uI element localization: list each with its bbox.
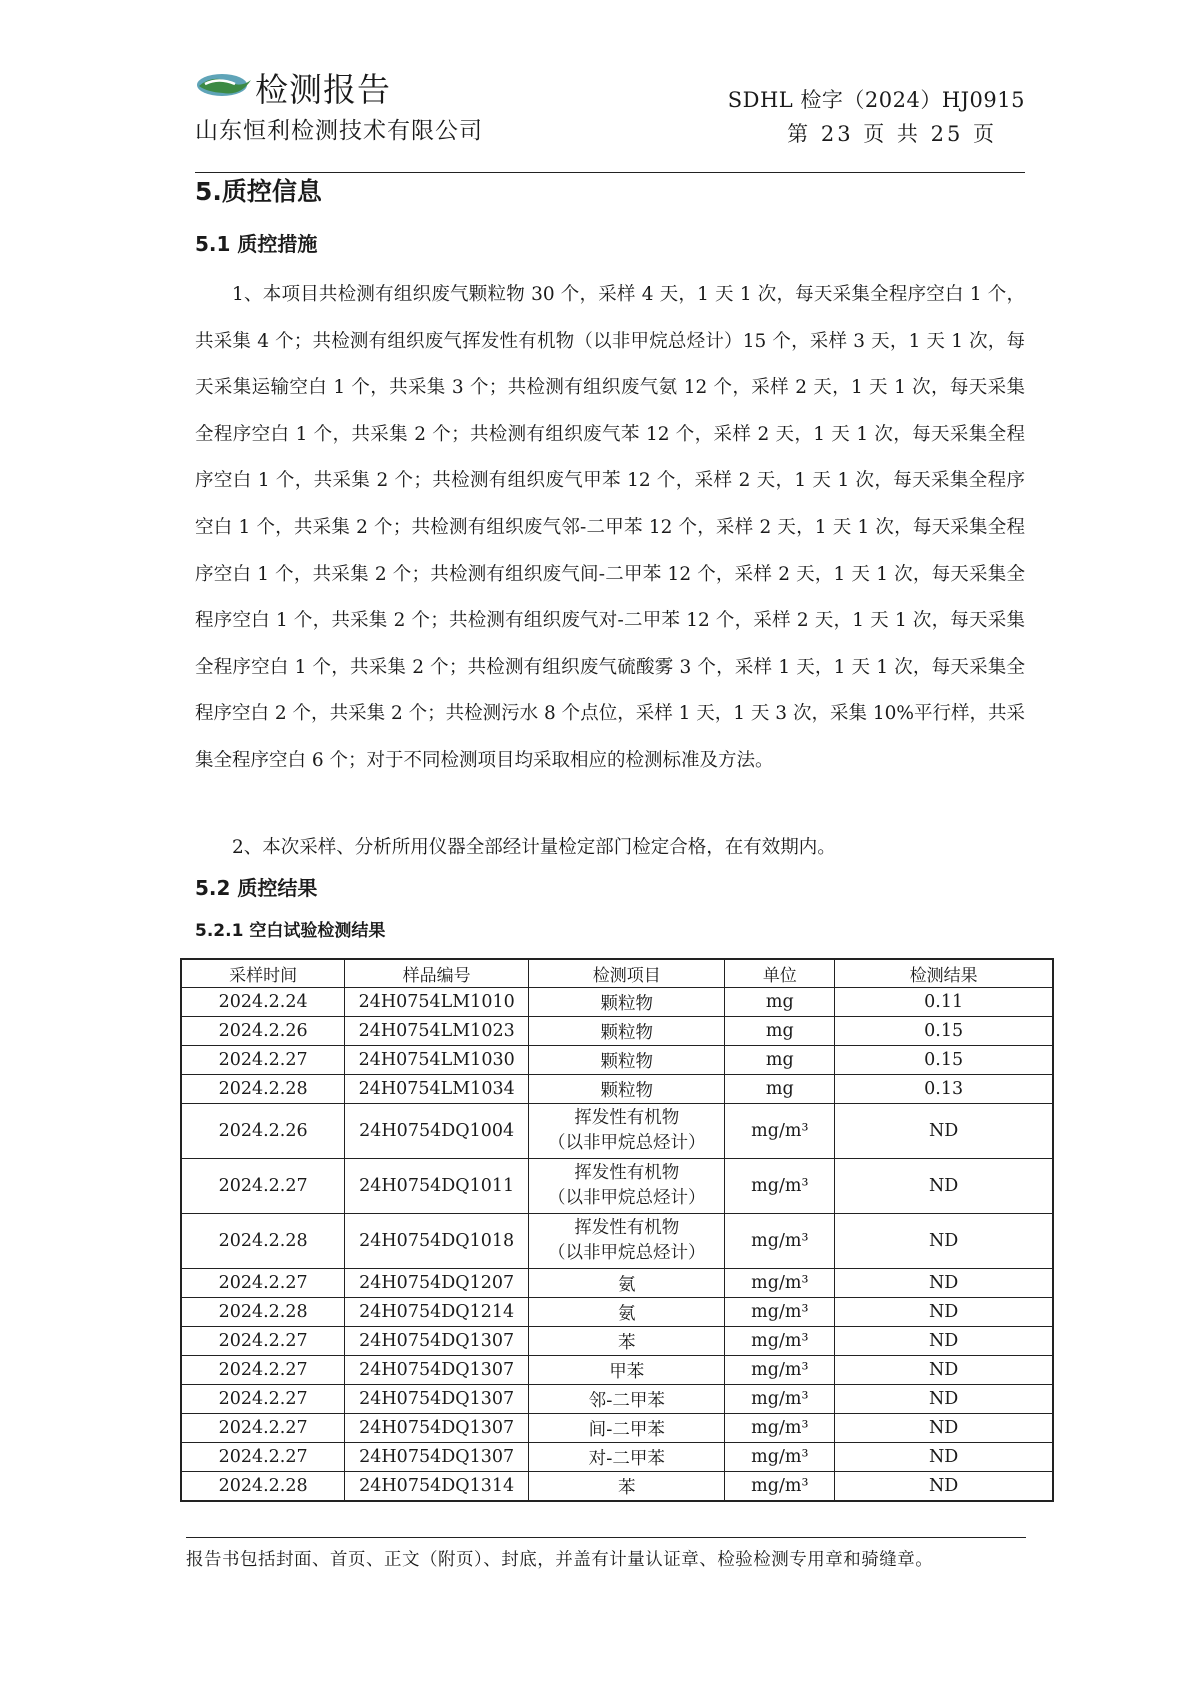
report-title: 检测报告 [255, 70, 391, 109]
cell-unit: mg/m³ [725, 1385, 835, 1414]
cell-result: ND [835, 1269, 1053, 1298]
cell-unit: mg [725, 1046, 835, 1075]
cell-item [529, 1269, 725, 1298]
cell-item [529, 1075, 725, 1104]
cell-item [529, 1472, 725, 1502]
cell-date: 2024.2.27 [181, 1269, 345, 1298]
cell-date: 2024.2.28 [181, 1214, 345, 1269]
cell-date: 2024.2.24 [181, 988, 345, 1017]
cell-result: ND [835, 1443, 1053, 1472]
cell-result: ND [835, 1159, 1053, 1214]
cell-item-line: 挥发性有机物 [574, 1163, 680, 1183]
cell-result: ND [835, 1414, 1053, 1443]
cell-item-line: 苯 [618, 1332, 636, 1353]
table-row [181, 1385, 1053, 1414]
cell-sample-id: 24H0754DQ1018 [345, 1214, 529, 1269]
table-row [181, 1214, 1053, 1269]
cell-date: 2024.2.27 [181, 1385, 345, 1414]
cell-item-line: 氨 [618, 1303, 636, 1324]
cell-item [529, 988, 725, 1017]
column-header-item: 检测项目 [529, 959, 725, 988]
cell-item-line: 甲苯 [609, 1361, 645, 1382]
cell-item-line: 颗粒物 [600, 1080, 654, 1101]
cell-unit: mg/m³ [725, 1104, 835, 1159]
cell-item-line: 间-二甲苯 [588, 1419, 665, 1440]
cell-result: ND [835, 1214, 1053, 1269]
cell-result: ND [835, 1356, 1053, 1385]
cell-sample-id: 24H0754DQ1307 [345, 1414, 529, 1443]
cell-item [529, 1214, 725, 1269]
cell-item [529, 1356, 725, 1385]
cell-date: 2024.2.28 [181, 1075, 345, 1104]
cell-sample-id: 24H0754DQ1207 [345, 1269, 529, 1298]
cell-date: 2024.2.27 [181, 1414, 345, 1443]
table-row [181, 1017, 1053, 1046]
table-row [181, 1075, 1053, 1104]
cell-result: 0.15 [835, 1017, 1053, 1046]
table-row [181, 1298, 1053, 1327]
cell-item [529, 1159, 725, 1214]
cell-date: 2024.2.27 [181, 1443, 345, 1472]
cell-item-line: 挥发性有机物 [574, 1108, 680, 1128]
subsection-measures-title: 5.1 质控措施 [195, 232, 318, 256]
table-row [181, 1327, 1053, 1356]
cell-item-line: 邻-二甲苯 [588, 1390, 665, 1411]
cell-sample-id: 24H0754LM1010 [345, 988, 529, 1017]
cell-unit: mg [725, 1017, 835, 1046]
column-header-unit: 单位 [725, 959, 835, 988]
cell-item [529, 1327, 725, 1356]
cell-unit: mg/m³ [725, 1159, 835, 1214]
cell-date: 2024.2.26 [181, 1017, 345, 1046]
cell-item [529, 1385, 725, 1414]
cell-item-line: 苯 [618, 1477, 636, 1498]
cell-item-line: 颗粒物 [600, 1051, 654, 1072]
cell-sample-id: 24H0754DQ1307 [345, 1385, 529, 1414]
cell-sample-id: 24H0754DQ1214 [345, 1298, 529, 1327]
cell-date: 2024.2.27 [181, 1046, 345, 1075]
cell-sample-id: 24H0754LM1023 [345, 1017, 529, 1046]
table-row [181, 1159, 1053, 1214]
table-row [181, 1472, 1053, 1502]
cell-unit: mg/m³ [725, 1298, 835, 1327]
blank-test-title: 5.2.1 空白试验检测结果 [195, 921, 386, 941]
cell-item-line: 颗粒物 [600, 1022, 654, 1043]
cell-item-line: 氨 [618, 1274, 636, 1295]
cell-unit: mg/m³ [725, 1327, 835, 1356]
cell-item [529, 1298, 725, 1327]
cell-unit: mg/m³ [725, 1356, 835, 1385]
cell-result: 0.11 [835, 988, 1053, 1017]
cell-date: 2024.2.27 [181, 1159, 345, 1214]
cell-unit: mg [725, 1075, 835, 1104]
cell-date: 2024.2.27 [181, 1356, 345, 1385]
column-header-sample: 样品编号 [345, 959, 529, 988]
cell-item-line: 对-二甲苯 [588, 1448, 665, 1469]
footer-note: 报告书包括封面、首页、正文（附页）、封底，并盖有计量认证章、检验检测专用章和骑缝章。 [186, 1550, 934, 1570]
cell-unit: mg/m³ [725, 1214, 835, 1269]
cell-item-line: （以非甲烷总烃计） [548, 1243, 706, 1263]
cell-result: 0.15 [835, 1046, 1053, 1075]
cell-date: 2024.2.28 [181, 1472, 345, 1502]
cell-item [529, 1046, 725, 1075]
cell-result: ND [835, 1104, 1053, 1159]
cell-sample-id: 24H0754DQ1004 [345, 1104, 529, 1159]
measures-paragraph-1: 1、本项目共检测有组织废气颗粒物 30 个，采样 4 天，1 天 1 次，每天采集全程序空白 1 个，共采集 4 个；共检测有组织废气挥发性有机物（以非甲烷总烃计）15 个，采样 3 天，1 天 1 次，每天采集运输空白 1 个，共采集 3 个；共检测有组织废气氨 12 个，采样 2 天，1 天 1 次，每天采集全程序空白 1 个，共采集 2 个；共检测有组织废气苯 12 个，采样 2 天，1 天 1 次，每天采集全程序空白 1 个，共采集 2 个；共检测有组织废气甲苯 12 个，采样 2 天，1 天 1 次，每天采集全程序空白 1 个，共采集 2 个；共检测有组织废气邻-二甲苯 12 个，采样 2 天，1 天 1 次，每天采集全程序空白 1 个，共采集 2 个；共检测有组织废气间-二甲苯 12 个，采样 2 天，1 天 1 次，每天采集全程序空白 1 个，共采集 2 个；共检测有组织废气对-二甲苯 12 个，采样 2 天，1 天 1 次，每天采集全程序空白 1 个，共采集 2 个；共检测有组织废气硫酸雾 3 个，采样 1 天，1 天 1 次，每天采集全程序空白 2 个，共采集 2 个；共检测污水 8 个点位，采样 1 天，1 天 3 次，采集 10%平行样，共采集全程序空白 6 个；对于不同检测项目均采取相应的检测标准及方法。 [195, 284, 1025, 771]
cell-date: 2024.2.27 [181, 1327, 345, 1356]
company-logo-icon [195, 66, 255, 100]
cell-item [529, 1104, 725, 1159]
cell-unit: mg/m³ [725, 1443, 835, 1472]
cell-sample-id: 24H0754DQ1307 [345, 1443, 529, 1472]
company-name: 山东恒利检测技术有限公司 [195, 118, 483, 144]
cell-sample-id: 24H0754DQ1314 [345, 1472, 529, 1502]
cell-result: ND [835, 1298, 1053, 1327]
table-row [181, 1414, 1053, 1443]
cell-sample-id: 24H0754DQ1307 [345, 1327, 529, 1356]
table-row [181, 1046, 1053, 1075]
subsection-results-title: 5.2 质控结果 [195, 876, 318, 900]
table-row [181, 988, 1053, 1017]
cell-date: 2024.2.26 [181, 1104, 345, 1159]
table-row [181, 1443, 1053, 1472]
cell-sample-id: 24H0754LM1034 [345, 1075, 529, 1104]
cell-sample-id: 24H0754DQ1011 [345, 1159, 529, 1214]
blank-test-table [180, 958, 1054, 1502]
column-header-date: 采样时间 [181, 959, 345, 988]
measures-paragraph-2: 2、本次采样、分析所用仪器全部经计量检定部门检定合格，在有效期内。 [232, 837, 836, 858]
cell-item [529, 1414, 725, 1443]
cell-unit: mg/m³ [725, 1269, 835, 1298]
cell-sample-id: 24H0754LM1030 [345, 1046, 529, 1075]
cell-date: 2024.2.28 [181, 1298, 345, 1327]
cell-result: ND [835, 1472, 1053, 1502]
table-row [181, 1104, 1053, 1159]
page-header [195, 60, 1025, 178]
cell-unit: mg/m³ [725, 1472, 835, 1502]
page-number: 第 23 页 共 25 页 [787, 122, 997, 146]
section-title: 5.质控信息 [195, 177, 322, 206]
table-row [181, 1356, 1053, 1385]
cell-result: 0.13 [835, 1075, 1053, 1104]
cell-result: ND [835, 1385, 1053, 1414]
cell-item-line: （以非甲烷总烃计） [548, 1188, 706, 1208]
table-header-row [181, 959, 1053, 988]
cell-result: ND [835, 1327, 1053, 1356]
cell-item-line: 挥发性有机物 [574, 1218, 680, 1238]
cell-item [529, 1443, 725, 1472]
report-number: SDHL 检字（2024）HJ0915 [727, 88, 1025, 112]
cell-item-line: （以非甲烷总烃计） [548, 1133, 706, 1153]
column-header-result: 检测结果 [835, 959, 1053, 988]
cell-item-line: 颗粒物 [600, 993, 654, 1014]
table-row [181, 1269, 1053, 1298]
cell-item [529, 1017, 725, 1046]
cell-sample-id: 24H0754DQ1307 [345, 1356, 529, 1385]
footer-divider [186, 1537, 1026, 1538]
cell-unit: mg [725, 988, 835, 1017]
cell-unit: mg/m³ [725, 1414, 835, 1443]
